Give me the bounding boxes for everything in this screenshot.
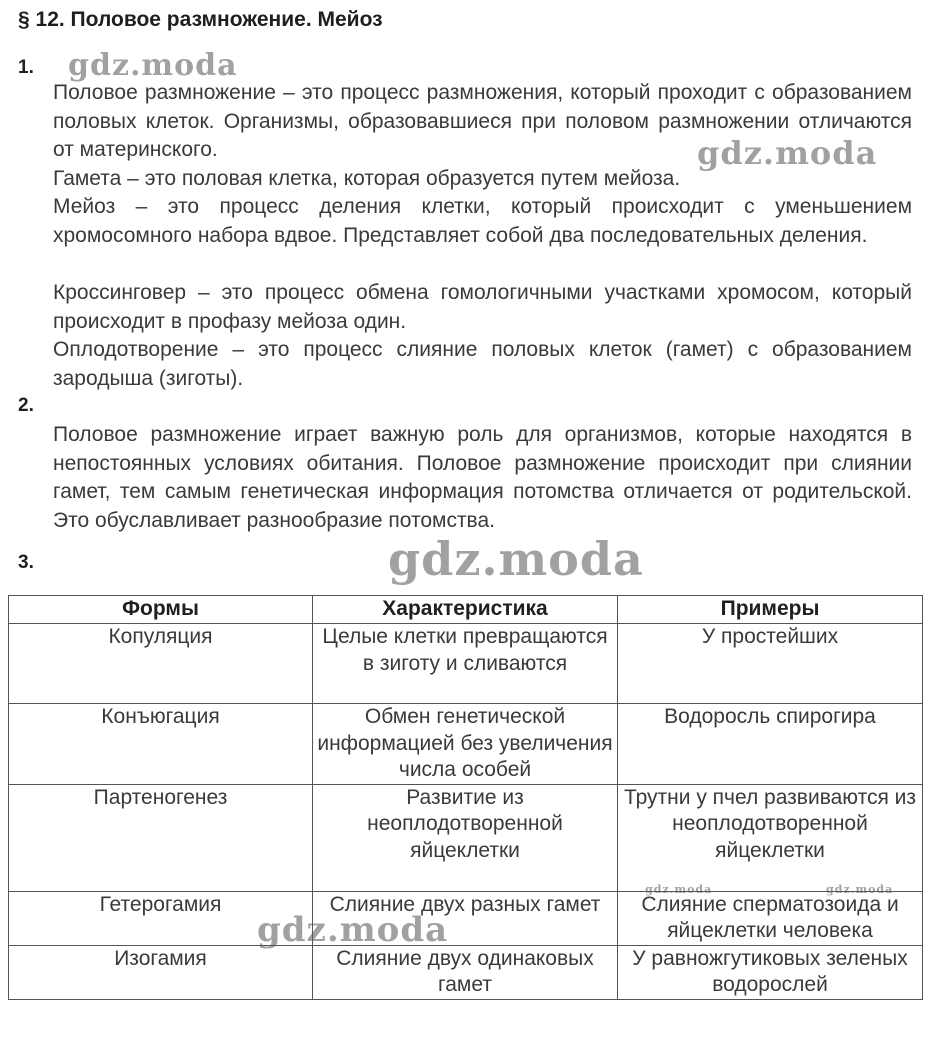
table-cell: Обмен генетической информацией без увеличения числа особей — [313, 704, 618, 785]
definition-meiosis: Мейоз – это процесс деления клетки, который происходит с уменьшением хромосомного набора вдвое. Представляет собой два последовательных деления. — [53, 195, 912, 247]
table-cell: У равножгутиковых зеленых водорослей — [618, 945, 923, 999]
section-3-number: 3. — [18, 552, 34, 573]
watermark: gdz.moda — [826, 883, 894, 896]
table-cell: Изогамия — [9, 945, 313, 999]
watermark: gdz.moda — [645, 883, 713, 896]
table-header-row — [9, 596, 923, 624]
section-2-text: Половое размножение играет важную роль для организмов, которые находятся в непостоянных условиях обитания. Половое размножение происходит при слиянии гамет, тем самым генетическая информация потомства отличается от родительской. Это обуславливает разнообразие потомства. — [53, 423, 912, 532]
table-cell: Слияние двух одинаковых гамет — [313, 945, 618, 999]
table-row — [9, 891, 923, 945]
definition-sexual-reproduction: Половое размножение – это процесс размножения, который проходит с образованием половых клеток. Организмы, образовавшиеся при половом размножении отличаются от материнского. — [53, 81, 912, 161]
table-cell: Целые клетки превращаются в зиготу и сливаются — [313, 624, 618, 704]
watermark: gdz.moda — [68, 48, 238, 83]
watermark: gdz.moda — [697, 134, 878, 172]
table-cell: Трутни у пчел развиваются из неоплодотворенной яйцеклетки — [618, 784, 923, 891]
definition-fertilization: Оплодотворение – это процесс слияние половых клеток (гамет) с образованием зародыша (зиготы). — [53, 338, 912, 390]
watermark: gdz.moda — [257, 910, 449, 950]
table-cell: Развитие из неоплодотворенной яйцеклетки — [313, 784, 618, 891]
column-header-characteristic: Характеристика — [313, 596, 618, 624]
table-cell: Гетерогамия — [9, 891, 313, 945]
table-row — [9, 784, 923, 891]
page-title: § 12. Половое размножение. Мейоз — [18, 8, 383, 31]
table-cell: Партеногенез — [9, 784, 313, 891]
table-row — [9, 945, 923, 999]
definition-crossing-over: Кроссинговер – это процесс обмена гомологичными участками хромосом, который происходит в профазу мейоза один. — [53, 281, 912, 333]
column-header-examples: Примеры — [618, 596, 923, 624]
table-cell: Копуляция — [9, 624, 313, 704]
section-1-number: 1. — [18, 57, 34, 78]
table-cell: Слияние сперматозоида и яйцеклетки человека — [618, 891, 923, 945]
table-cell: У простейших — [618, 624, 923, 704]
reproduction-forms-table — [8, 595, 923, 1000]
column-header-forms: Формы — [9, 596, 313, 624]
table-row — [9, 624, 923, 704]
table-cell: Конъюгация — [9, 704, 313, 785]
table-cell: Водоросль спирогира — [618, 704, 923, 785]
table-cell: Слияние двух разных гамет — [313, 891, 618, 945]
definition-gamete: Гамета – это половая клетка, которая образуется путем мейоза. — [53, 167, 681, 190]
table-row — [9, 704, 923, 785]
watermark: gdz.moda — [388, 532, 644, 586]
section-2-number: 2. — [18, 395, 34, 416]
